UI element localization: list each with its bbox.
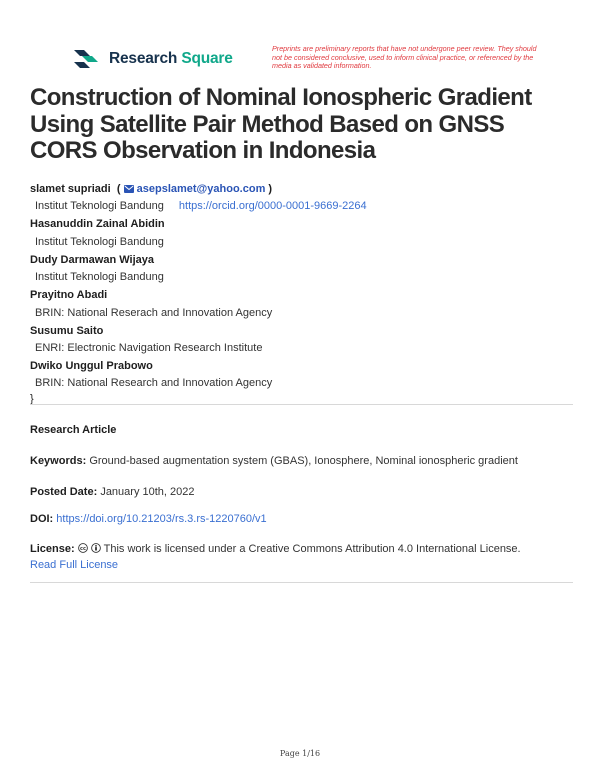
- read-license-row: [30, 559, 575, 571]
- divider: [30, 582, 573, 583]
- license: [30, 543, 575, 555]
- read-full-license-link[interactable]: Read Full License: [30, 559, 119, 571]
- divider: [30, 404, 573, 405]
- keywords: [30, 455, 575, 467]
- doi: [30, 513, 575, 525]
- keywords-label: Keywords:: [30, 455, 87, 467]
- author-name: Prayitno Abadi: [30, 289, 108, 302]
- posted-date: [30, 486, 575, 498]
- preprint-notice: Preprints are preliminary reports that have not undergone peer review. They should not be considered conclusive, used to inform clinical practice, or referenced by the media as validated information.: [272, 44, 537, 71]
- license-text: This work is licensed under a Creative Commons Attribution 4.0 International License.: [103, 543, 521, 555]
- page-number: Page 1/16: [279, 749, 321, 758]
- posted-date-label: Posted Date:: [30, 486, 98, 498]
- email-contact: ( asepslamet@yahoo.com ): [116, 183, 273, 195]
- posted-date-value: January 10th, 2022: [100, 486, 195, 498]
- envelope-icon: [124, 185, 134, 193]
- keywords-text: Ground-based augmentation system (GBAS), Ionosphere, Nominal ionospheric gradient: [89, 455, 518, 467]
- author-name: Dudy Darmawan Wijaya: [30, 253, 154, 266]
- article-type: Research Article: [30, 424, 117, 436]
- license-label: License:: [30, 543, 75, 555]
- doi-link[interactable]: https://doi.org/10.21203/rs.3.rs-1220760/v1: [56, 513, 267, 525]
- author-affiliation: Institut Teknologi Bandung: [35, 271, 164, 284]
- doi-label: DOI:: [30, 513, 54, 525]
- logo-text: Research Square: [109, 50, 233, 67]
- research-square-logo[interactable]: [74, 48, 233, 70]
- author-name: Susumu Saito: [30, 324, 104, 337]
- author-affiliation: Institut Teknologi Bandung: [35, 235, 164, 248]
- author-name: slamet supriadi ( asepslamet@yahoo.com ): [30, 183, 273, 195]
- paper-title: Construction of Nominal Ionospheric Gradient Using Satellite Pair Method Based on GNSS CORS Observation in Indonesia: [30, 84, 532, 164]
- svg-text:cc: cc: [79, 545, 86, 552]
- author-list: slamet supriadi ( asepslamet@yahoo.com ) Institut Teknologi Bandung https://orcid.org/0000-0001-9669-2264 Hasanuddin Zainal Abidin Institut Teknologi Bandung Dudy Darmawan Wijaya Institut Teknologi Bandung Prayitno Abadi BRIN: National Reserach and Innovation Agency Susumu Saito ENRI: Electronic Navigation Research Institute Dwiko Unggul Prabowo BRIN: National Research and Innovation Agency }: [30, 181, 570, 405]
- attribution-icon: [91, 543, 101, 553]
- author-affiliation: ENRI: Electronic Navigation Research Institute: [35, 341, 263, 354]
- author-affiliation: BRIN: National Research and Innovation Agency: [35, 377, 273, 390]
- creative-commons-icon: [78, 543, 88, 553]
- research-square-logo-icon: [74, 48, 102, 70]
- author-name: Hasanuddin Zainal Abidin: [30, 218, 165, 231]
- author-affiliation: Institut Teknologi Bandung https://orcid.org/0000-0001-9669-2264: [35, 200, 367, 213]
- author-name: Dwiko Unggul Prabowo: [30, 359, 153, 372]
- author-email-link[interactable]: asepslamet@yahoo.com: [136, 183, 266, 195]
- orcid-link[interactable]: https://orcid.org/0000-0001-9669-2264: [178, 200, 367, 213]
- author-affiliation: BRIN: National Reserach and Innovation Agency: [35, 306, 273, 319]
